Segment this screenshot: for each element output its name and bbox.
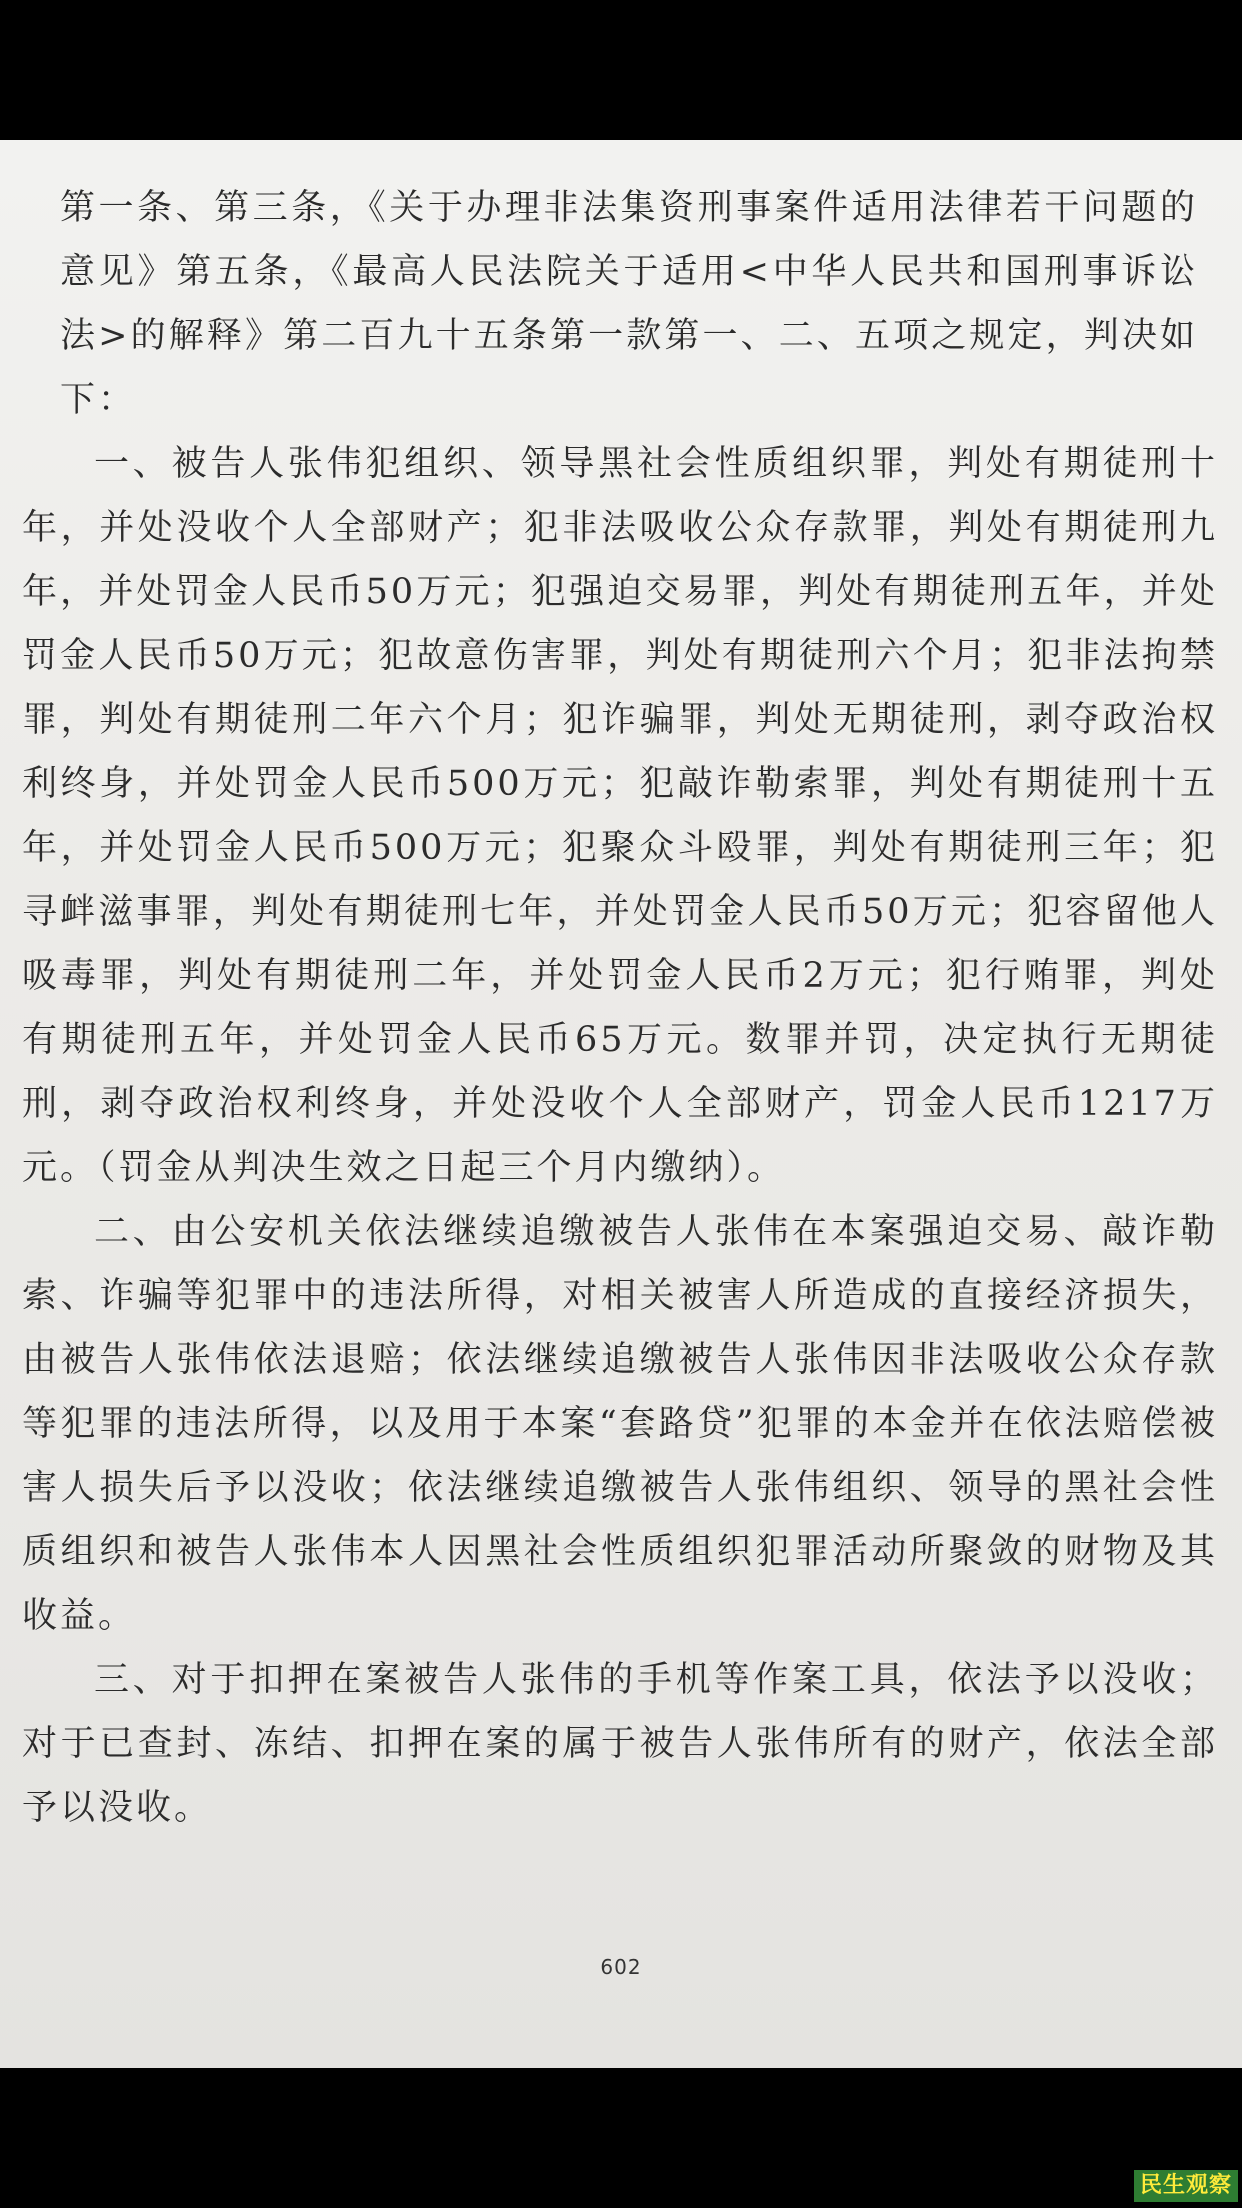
paragraph-legal-basis: 第一条、第三条，《关于办理非法集资刑事案件适用法律若干问题的意见》第五条，《最高人民法院关于适用<中华人民共和国刑事诉讼法>的解释》第二百九十五条第一款第一、二、五项之规定，判决如下： [60,188,1198,420]
paragraph-sentence-three: 三、对于扣押在案被告人张伟的手机等作案工具，依法予以没收；对于已查封、冻结、扣押在案的属于被告人张伟所有的财产，依法全部予以没收。 [22,1660,1218,1828]
judgment-text [22,176,1218,1840]
top-black-bar [0,0,1242,140]
document-page [0,140,1242,2068]
page-number: 602 [600,1955,642,1979]
paragraph-sentence-two: 二、由公安机关依法继续追缴被告人张伟在本案强迫交易、敲诈勒索、诈骗等犯罪中的违法所得，对相关被害人所造成的直接经济损失，由被告人张伟依法退赔；依法继续追缴被告人张伟因非法吸收公众存款等犯罪的违法所得，以及用于本案“套路贷”犯罪的本金并在依法赔偿被害人损失后予以没收；依法继续追缴被告人张伟组织、领导的黑社会性质组织和被告人张伟本人因黑社会性质组织犯罪活动所聚敛的财物及其收益。 [22,1212,1218,1636]
bottom-black-bar [0,2068,1242,2208]
watermark-badge: 民生观察 [1134,2170,1238,2202]
paragraph-sentence-one: 一、被告人张伟犯组织、领导黑社会性质组织罪，判处有期徒刑十年，并处没收个人全部财产；犯非法吸收公众存款罪，判处有期徒刑九年，并处罚金人民币50万元；犯强迫交易罪，判处有期徒刑五年，并处罚金人民币50万元；犯故意伤害罪，判处有期徒刑六个月；犯非法拘禁罪，判处有期徒刑二年六个月；犯诈骗罪，判处无期徒刑，剥夺政治权利终身，并处罚金人民币500万元；犯敲诈勒索罪，判处有期徒刑十五年，并处罚金人民币500万元；犯聚众斗殴罪，判处有期徒刑三年；犯寻衅滋事罪，判处有期徒刑七年，并处罚金人民币50万元；犯容留他人吸毒罪，判处有期徒刑二年，并处罚金人民币2万元；犯行贿罪，判处有期徒刑五年，并处罚金人民币65万元。数罪并罚，决定执行无期徒刑，剥夺政治权利终身，并处没收个人全部财产，罚金人民币1217万元。（罚金从判决生效之日起三个月内缴纳）。 [22,444,1218,1188]
